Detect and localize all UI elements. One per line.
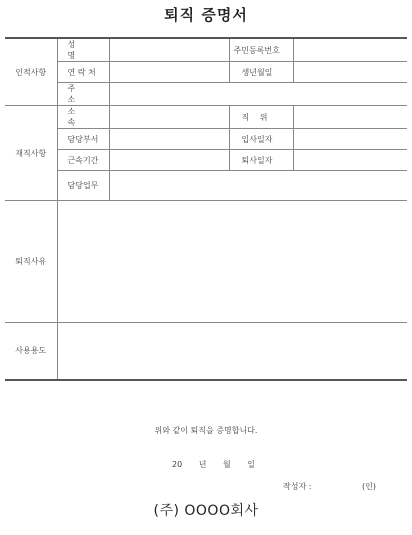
field-name[interactable]	[109, 38, 229, 62]
section-reason: 퇴직사유	[5, 201, 57, 323]
field-hire-date[interactable]	[293, 129, 407, 150]
row-reason	[5, 201, 407, 323]
field-affiliation[interactable]	[109, 106, 229, 129]
label-leave-date: 퇴사일자	[229, 150, 293, 171]
certification-statement: 위와 같이 퇴직을 증명합니다.	[154, 426, 258, 435]
field-address[interactable]	[109, 83, 407, 106]
field-rrn[interactable]	[293, 38, 407, 62]
label-department: 담당부서	[57, 129, 109, 150]
field-purpose[interactable]	[57, 323, 407, 380]
field-position[interactable]	[293, 106, 407, 129]
section-personal: 인적사항	[5, 38, 57, 106]
row-period	[5, 150, 407, 171]
row-address	[5, 83, 407, 106]
row-department	[5, 129, 407, 150]
row-contact	[5, 62, 407, 83]
row-purpose	[5, 323, 407, 380]
writer-label: 작성자 :	[283, 482, 312, 491]
field-birth[interactable]	[293, 62, 407, 83]
label-birth: 생년월일	[229, 62, 293, 83]
row-affiliation	[5, 106, 407, 129]
label-name: 성 명	[57, 38, 109, 62]
field-reason[interactable]	[57, 201, 407, 323]
label-hire-date: 입사일자	[229, 129, 293, 150]
row-duty	[5, 171, 407, 201]
label-address: 주 소	[57, 83, 109, 106]
label-position: 직 위	[229, 106, 293, 129]
field-leave-date[interactable]	[293, 150, 407, 171]
company-name: (주) OOOO회사	[153, 503, 259, 519]
label-rrn: 주민등록번호	[229, 38, 293, 62]
field-period[interactable]	[109, 150, 229, 171]
certificate-table	[5, 37, 407, 381]
document-title: 퇴직 증명서	[164, 6, 248, 24]
date-line: 20 년 월 일	[172, 460, 255, 469]
label-contact: 연 락 처	[57, 62, 109, 83]
seal-mark: (인)	[362, 482, 376, 491]
label-affiliation: 소 속	[57, 106, 109, 129]
row-name	[5, 38, 407, 62]
section-purpose: 사용용도	[5, 323, 57, 380]
section-employment: 재직사항	[5, 106, 57, 201]
label-duty: 담당업무	[57, 171, 109, 201]
field-department[interactable]	[109, 129, 229, 150]
label-period: 근속기간	[57, 150, 109, 171]
field-duty[interactable]	[109, 171, 407, 201]
field-contact[interactable]	[109, 62, 229, 83]
